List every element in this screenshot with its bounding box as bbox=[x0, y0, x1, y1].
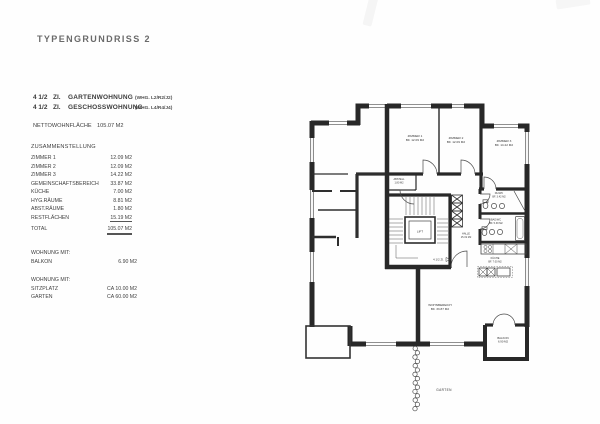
room-label-garten: GARTEN bbox=[436, 388, 452, 392]
row-label: ABST.RÄUME bbox=[31, 206, 65, 212]
kitchen-counter bbox=[481, 244, 526, 254]
room-label-badwc: BAD/WC bbox=[491, 218, 501, 222]
extra-heading: WOHNUNG MIT: bbox=[31, 250, 71, 256]
apartment-rooms: 4 1/2 bbox=[33, 104, 48, 111]
total-label: TOTAL bbox=[31, 226, 48, 232]
apartment-name: GARTENWOHNUNG bbox=[68, 94, 134, 101]
room-label-kueche: KÜCHE bbox=[490, 257, 500, 260]
row-label: RESTFLÄCHEN bbox=[31, 214, 70, 221]
net-living-area bbox=[33, 123, 123, 129]
row-label: ZIMMER 2 bbox=[31, 163, 56, 170]
row-value: 1.80 M2 bbox=[113, 206, 132, 212]
row-value: 8.81 M2 bbox=[113, 197, 132, 204]
total-value: 105.07 M2 bbox=[107, 226, 132, 235]
floor-plan-svg bbox=[288, 90, 590, 414]
apartment-ref: (WHG. L4/R4/J4) bbox=[135, 106, 173, 111]
floor-plan bbox=[288, 90, 590, 414]
apartment-zi: ZI. bbox=[53, 104, 61, 111]
room-label-duwc: DU/WC bbox=[494, 192, 504, 195]
row-label: SITZPLATZ bbox=[31, 285, 58, 292]
room-area-balkon: 6.90 M2 bbox=[497, 339, 509, 344]
table-row bbox=[31, 155, 132, 164]
row-label: ZIMMER 3 bbox=[31, 172, 56, 178]
room-area-zimmer-1: BF. 12.09 M2 bbox=[405, 138, 425, 142]
apartment-rooms: 4 1/2 bbox=[33, 94, 48, 101]
row-value: 6.90 M2 bbox=[118, 258, 137, 265]
table-row bbox=[31, 294, 137, 302]
row-value: CA 60.00 M2 bbox=[107, 293, 137, 300]
scan-artifact bbox=[555, 0, 590, 10]
service-shaft bbox=[452, 195, 463, 227]
neighbour-sitzplatz bbox=[306, 326, 350, 358]
room-area-duwc: BF. 3.42 M2 bbox=[492, 195, 506, 199]
neighbour-apartment-walls bbox=[312, 174, 385, 246]
room-label-wohnbereich: WOHNBEREICH bbox=[428, 303, 452, 307]
room-label-abstell: ABSTELL bbox=[393, 178, 405, 181]
room-area-badwc: BF. 5.39 M2 bbox=[489, 221, 503, 225]
table-row bbox=[31, 286, 137, 294]
summary-title: ZUSAMMENSTELLUNG bbox=[31, 144, 96, 150]
table-row bbox=[31, 215, 132, 224]
row-value: 7.00 M2 bbox=[113, 189, 132, 195]
table-row bbox=[31, 164, 132, 173]
garden-hedge bbox=[413, 346, 420, 411]
table-row bbox=[31, 206, 132, 215]
room-area-zimmer-3: BF. 14.22 M2 bbox=[494, 143, 514, 147]
room-area-kueche: BF. 7.00 M2 bbox=[488, 260, 502, 264]
scan-artifact bbox=[363, 0, 379, 27]
row-label: HYG.RÄUME bbox=[31, 197, 63, 204]
table-row bbox=[31, 172, 132, 181]
row-label: GEMEINSCHAFTSBEREICH bbox=[31, 180, 99, 187]
room-area-zimmer-2: BF. 12.09 M2 bbox=[446, 140, 466, 144]
row-value: 14.22 M2 bbox=[110, 172, 132, 178]
lift-label: LIFT bbox=[416, 229, 424, 234]
extra-areas-block-garten bbox=[31, 277, 137, 302]
room-label-zimmer-1: ZIMMER 1 bbox=[407, 134, 423, 138]
room-label-halle: HALLE bbox=[462, 232, 470, 236]
net-area-label: NETTOWOHNFLÄCHE bbox=[33, 123, 92, 129]
room-area-abstell: 1.80 M2 bbox=[394, 181, 404, 185]
kitchen-island bbox=[478, 267, 513, 278]
apartment-type-row bbox=[33, 94, 263, 104]
row-value: 33.87 M2 bbox=[110, 180, 132, 187]
table-row bbox=[31, 198, 132, 207]
bathroom-fixtures bbox=[482, 191, 525, 241]
row-label: ZIMMER 1 bbox=[31, 155, 56, 161]
room-area-halle: 15.19 M2 bbox=[460, 235, 472, 239]
room-label-balkon: BALKON bbox=[497, 336, 509, 340]
apartment-type-list bbox=[33, 94, 263, 114]
lift-shaft bbox=[405, 217, 435, 243]
page-title: TYPENGRUNDRISS 2 bbox=[37, 34, 151, 44]
row-label: GARTEN bbox=[31, 293, 53, 300]
table-row bbox=[31, 259, 137, 267]
row-label: BALKON bbox=[31, 258, 53, 265]
row-value: 15.19 M2 bbox=[110, 214, 132, 221]
room-label-zimmer-3: ZIMMER 3 bbox=[496, 139, 512, 143]
area-summary-table bbox=[31, 144, 132, 236]
apartment-zi: ZI. bbox=[53, 94, 61, 101]
apartment-ref: (WHG. L2/R2/J2) bbox=[135, 96, 173, 101]
extra-areas-block-balkon bbox=[31, 250, 137, 267]
apartment-type-row bbox=[33, 104, 263, 114]
table-row bbox=[31, 181, 132, 190]
room-area-wohnbereich: BF. 33.87 M2 bbox=[430, 307, 450, 311]
table-row bbox=[31, 189, 132, 198]
table-total-row bbox=[31, 226, 132, 236]
net-area-value: 105.07 M2 bbox=[97, 123, 124, 129]
extra-heading: WOHNUNG MIT: bbox=[31, 277, 71, 283]
row-label: KÜCHE bbox=[31, 189, 50, 195]
entry-label: 4 1/2 ZI. bbox=[432, 257, 444, 262]
apartment-name: GESCHOSSWOHNUNG bbox=[68, 104, 143, 111]
row-value: 12.09 M2 bbox=[110, 163, 132, 170]
row-value: 12.09 M2 bbox=[110, 155, 132, 161]
row-value: CA 10.00 M2 bbox=[107, 285, 137, 292]
room-label-zimmer-2: ZIMMER 2 bbox=[448, 136, 464, 140]
